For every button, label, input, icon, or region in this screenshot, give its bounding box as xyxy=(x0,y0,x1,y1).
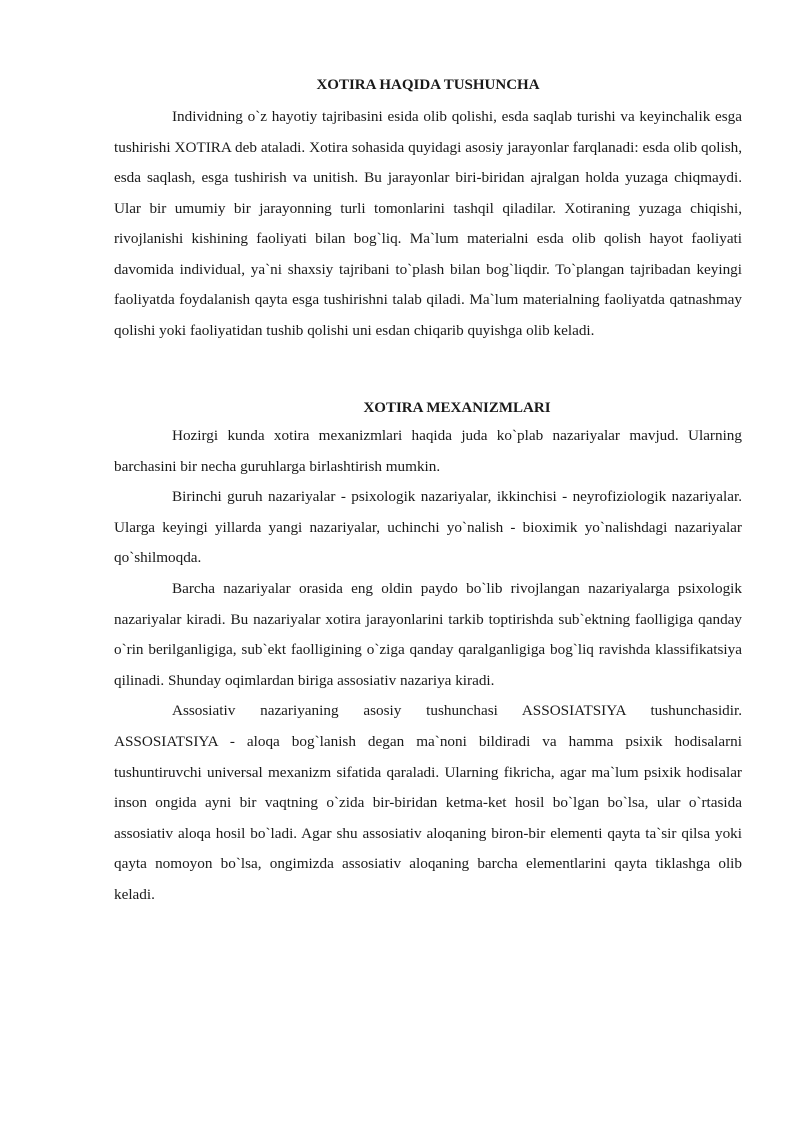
section-xotira-mexanizmlari xyxy=(114,397,742,911)
paragraph: Assosiativ nazariyaning asosiy tushunchasi ASSOSIATSIYA tushunchasidir. ASSOSIATSIYA - aloqa bog`lanish degan ma`noni bildiradi va hamma psixik hodisalarni tushuntiruvchi universal mexanizm sifatida qaraladi. Ularning fikricha, agar ma`lum psixik hodisalar inson ongida ayni bir vaqtning o`zida bir-biridan ketma-ket hosil bo`lgan bo`lsa, ular o`rtasida assosiativ aloqa hosil bo`ladi. Agar shu assosiativ aloqaning biron-bir elementi qayta ta`sir qilsa yoki qayta nomoyon bo`lsa, ongimizda assosiativ aloqaning barcha elementlarini qayta tiklashga olib keladi. xyxy=(114,702,742,903)
section-heading: XOTIRA HAQIDA TUSHUNCHA xyxy=(316,77,540,93)
paragraph: Hozirgi kunda xotira mexanizmlari haqida juda ko`plab nazariyalar mavjud. Ularning barchasini bir necha guruhlarga birlashtirish mumkin. xyxy=(114,427,742,475)
paragraph: Individning o`z hayotiy tajribasini esida olib qolishi, esda saqlab turishi va keyinchalik esga tushirishi XOTIRA deb ataladi. Xotira sohasida quyidagi asosiy jarayonlar farqlanadi: esda olib qolish, esda saqlash, esga tushirish va unitish. Bu jarayonlar biri-biridan ajralgan holda yuzaga chiqmaydi. Ular bir umumiy bir jarayonning turli tomonlarini tashqil qiladilar. Xotiraning yuzaga chiqishi, rivojlanishi kishining faoliyati bilan bog`liq. Ma`lum materialni esda olib qolish hayot faoliyati davomida individual, ya`ni shaxsiy tajribani to`plash bilan bog`liqdir. To`plangan tajribadan keyingi faoliyatda foydalanish qayta esga tushirishni talab qiladi. Ma`lum materialning faoliyatda qatnashmay qolishi yoki faoliyatidan tushib qolishi uni esdan chiqarib quyishga olib keladi. xyxy=(114,108,742,339)
paragraph: Barcha nazariyalar orasida eng oldin paydo bo`lib rivojlangan nazariyalarga psixologik nazariyalar kiradi. Bu nazariyalar xotira jarayonlarini tarkib toptirishda sub`ektning faolligiga qanday o`rin berilganligiga, sub`ekt faolligining o`ziga qanday qaralganligiga bog`liq ravishda klassifikatsiya qilinadi. Shunday oqimlardan biriga assosiativ nazariya kiradi. xyxy=(114,579,742,689)
document-page xyxy=(114,74,742,911)
section-xotira-haqida xyxy=(114,74,742,346)
section-heading: XOTIRA MEXANIZMLARI xyxy=(363,400,551,416)
paragraph: Birinchi guruh nazariyalar - psixologik nazariyalar, ikkinchisi - neyrofiziologik nazariyalar. Ularga keyingi yillarda yangi nazariyalar, uchinchi yo`nalish - bioximik yo`nalishdagi nazariyalar qo`shilmoqda. xyxy=(114,488,742,567)
